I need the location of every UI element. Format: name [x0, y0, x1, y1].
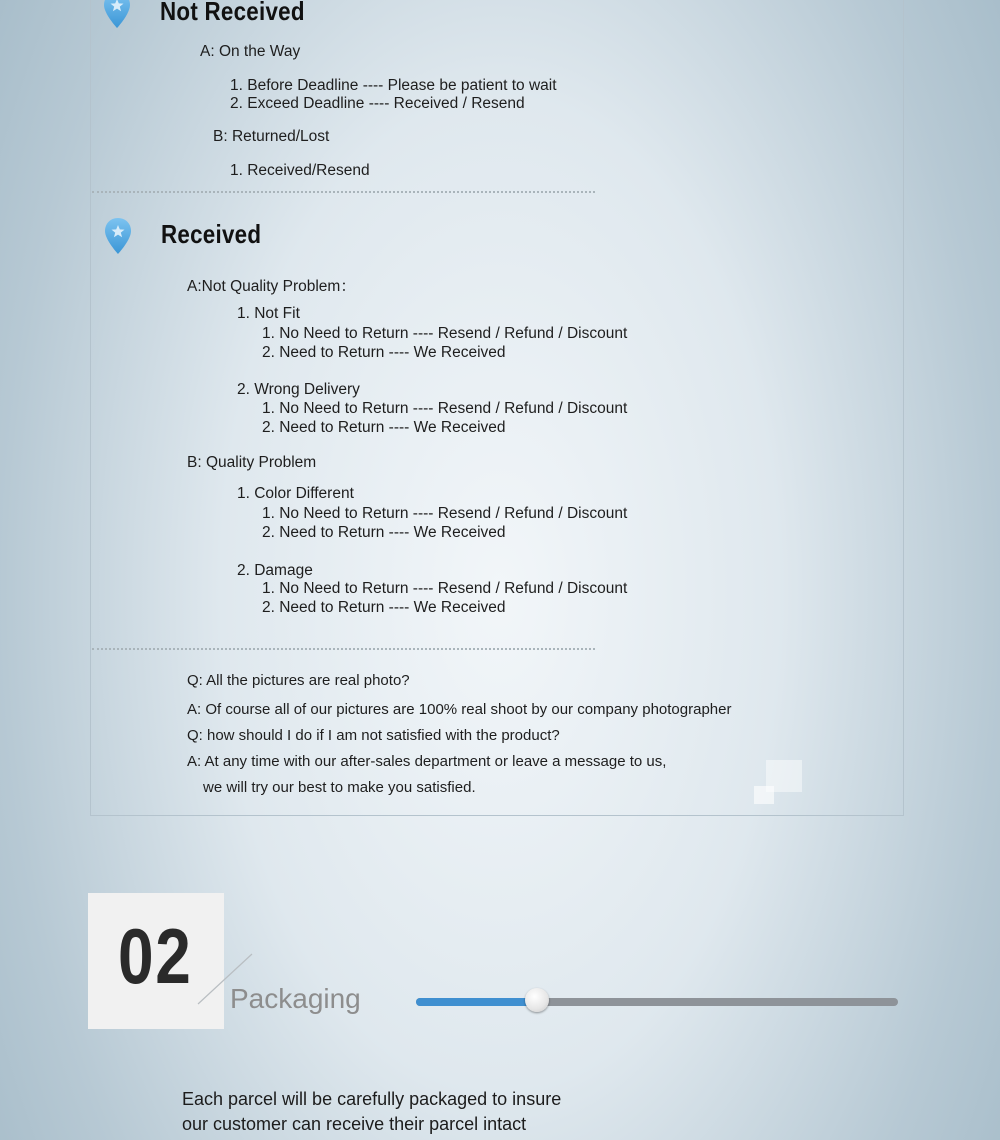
- wrong-delivery-label: 2. Wrong Delivery: [237, 381, 360, 398]
- faq-question: Q: how should I do if I am not satisfied with the product?: [187, 727, 560, 744]
- quality-problem-label: B: Quality Problem: [187, 454, 317, 471]
- not-fit-label: 1. Not Fit: [237, 305, 300, 322]
- location-pin-icon: [102, 0, 132, 30]
- progress-fill: [416, 998, 537, 1006]
- list-item: 1. Before Deadline ---- Please be patient to wait: [230, 77, 557, 94]
- list-item: 1. No Need to Return ---- Resend / Refund / Discount: [262, 580, 628, 597]
- faq-answer: A: At any time with our after-sales department or leave a message to us,: [187, 753, 667, 770]
- progress-slider[interactable]: [416, 998, 898, 1006]
- list-item: 2. Need to Return ---- We Received: [262, 524, 506, 541]
- on-the-way-label: A: On the Way: [200, 43, 301, 60]
- list-item: 1. Received/Resend: [230, 162, 370, 179]
- location-pin-icon: [103, 216, 133, 256]
- not-received-heading: Not Received: [160, 0, 305, 26]
- faq-question: Q: All the pictures are real photo?: [187, 672, 410, 689]
- list-item: 1. No Need to Return ---- Resend / Refund / Discount: [262, 505, 628, 522]
- dotted-divider: [92, 191, 595, 193]
- packaging-description-continued: our customer can receive their parcel intact: [182, 1114, 527, 1134]
- list-item: 1. No Need to Return ---- Resend / Refund / Discount: [262, 400, 628, 417]
- not-quality-problem-label: A:Not Quality Problem：: [187, 278, 356, 295]
- slider-handle[interactable]: [525, 988, 549, 1012]
- section-number: 02: [118, 912, 193, 1000]
- color-different-label: 1. Color Different: [237, 485, 354, 502]
- list-item: 2. Need to Return ---- We Received: [262, 599, 506, 616]
- list-item: 1. No Need to Return ---- Resend / Refund / Discount: [262, 325, 628, 342]
- packaging-description: Each parcel will be carefully packaged to insure: [182, 1089, 562, 1109]
- received-heading: Received: [161, 219, 262, 249]
- damage-label: 2. Damage: [237, 562, 313, 579]
- list-item: 2. Need to Return ---- We Received: [262, 344, 506, 361]
- section-label: Packaging: [230, 983, 361, 1014]
- decorative-square: [754, 786, 774, 804]
- faq-answer: A: Of course all of our pictures are 100% real shoot by our company photographer: [187, 701, 732, 718]
- faq-answer-continued: we will try our best to make you satisfied.: [203, 779, 476, 796]
- returned-lost-label: B: Returned/Lost: [213, 128, 330, 145]
- list-item: 2. Need to Return ---- We Received: [262, 419, 506, 436]
- list-item: 2. Exceed Deadline ---- Received / Resend: [230, 95, 525, 112]
- dotted-divider: [92, 648, 595, 650]
